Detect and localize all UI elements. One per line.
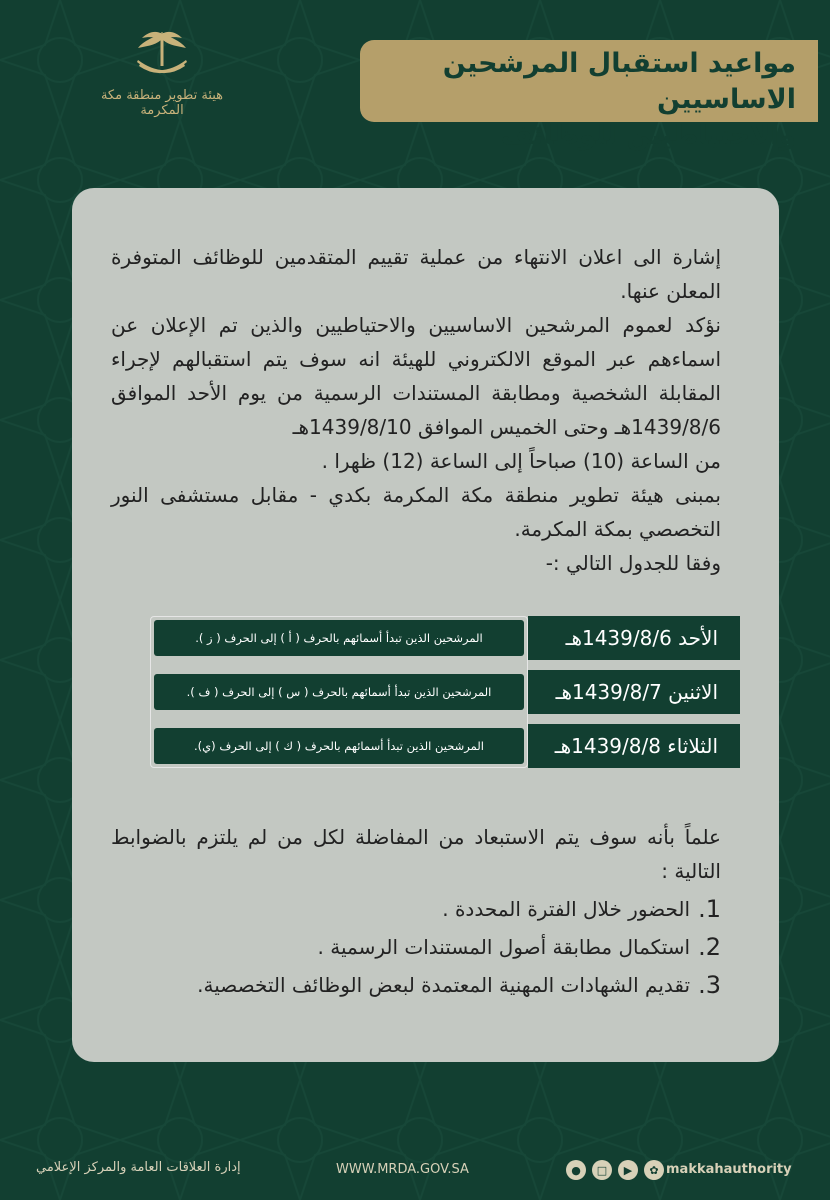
schedule-description: المرشحين الذين تبدأ أسمائهم بالحرف ( أ ) إلى الحرف ( ز ). [154,620,524,656]
content-panel [72,188,779,1062]
paragraph-schedule-intro: وفقا للجدول التالي :- [545,551,721,575]
conditions-intro: علماً بأنه سوف يتم الاستبعاد من المفاضلة لكل من لم يلتزم بالضوابط التالية : [111,825,721,883]
twitter-icon[interactable]: ✿ [644,1160,664,1180]
schedule-date: الاثنين 1439/8/7هـ [528,670,740,714]
schedule-date: الأحد 1439/8/6هـ [528,616,740,660]
condition-item [111,968,721,1002]
condition-number: 3. [698,971,721,999]
organization-name: هيئة تطوير منطقة مكة المكرمة [100,88,224,118]
schedule-row [150,670,740,714]
schedule-description: المرشحين الذين تبدأ أسمائهم بالحرف ( س ) إلى الحرف ( ف ). [154,674,524,710]
schedule-row [150,616,740,660]
website-link[interactable]: WWW.MRDA.GOV.SA [336,1162,469,1177]
saudi-emblem-logo [92,26,232,116]
instagram-icon[interactable]: □ [592,1160,612,1180]
schedule-description: المرشحين الذين تبدأ أسمائهم بالحرف ( ك ) إلى الحرف (ي). [154,728,524,764]
paragraph-intro: إشارة الى اعلان الانتهاء من عملية تقييم المتقدمين للوظائف المتوفرة المعلن عنها. [111,245,721,303]
condition-number: 1. [698,895,721,923]
social-handle[interactable]: makkahauthority [666,1162,792,1177]
schedule-table [150,616,740,768]
paragraph-hours: من الساعة (10) صباحاً إلى الساعة (12) ظهرا . [321,449,721,473]
announcement-body [111,240,721,580]
paragraph-location: بمبنى هيئة تطوير منطقة مكة المكرمة بكدي - مقابل مستشفى النور التخصصي بمكة المكرمة. [111,483,721,541]
condition-item [111,892,721,926]
palm-swords-icon [132,26,192,84]
department-name: إدارة العلاقات العامة والمركز الإعلامي [36,1160,241,1175]
schedule-row [150,724,740,768]
condition-text: الحضور خلال الفترة المحددة . [442,897,691,921]
snapchat-icon[interactable]: ● [566,1160,586,1180]
condition-text: تقديم الشهادات المهنية المعتمدة لبعض الوظائف التخصصية. [197,973,691,997]
page-title [360,40,818,151]
conditions-note [111,820,721,1002]
social-icons [566,1160,664,1180]
title-line-1: مواعيد استقبال المرشحين الاساسيين [442,48,796,115]
paragraph-details: نؤكد لعموم المرشحين الاساسيين والاحتياطيين والذين تم الإعلان عن اسماءهم عبر الموقع الالكتروني للهيئة انه سوف يتم استقبالهم لإجراء المقابلة الشخصية ومطابقة المستندات الرسمية من يوم الأحد الموافق 1439/8/6هـ وحتى الخميس الموافق 1439/8/10هـ [111,313,721,439]
condition-text: استكمال مطابقة أصول المستندات الرسمية . [317,935,691,959]
title-line-2: والاحتياطيين للوظائف [501,120,796,151]
condition-number: 2. [698,933,721,961]
condition-item [111,930,721,964]
schedule-date: الثلاثاء 1439/8/8هـ [528,724,740,768]
youtube-icon[interactable]: ▶ [618,1160,638,1180]
footer [0,1148,830,1200]
